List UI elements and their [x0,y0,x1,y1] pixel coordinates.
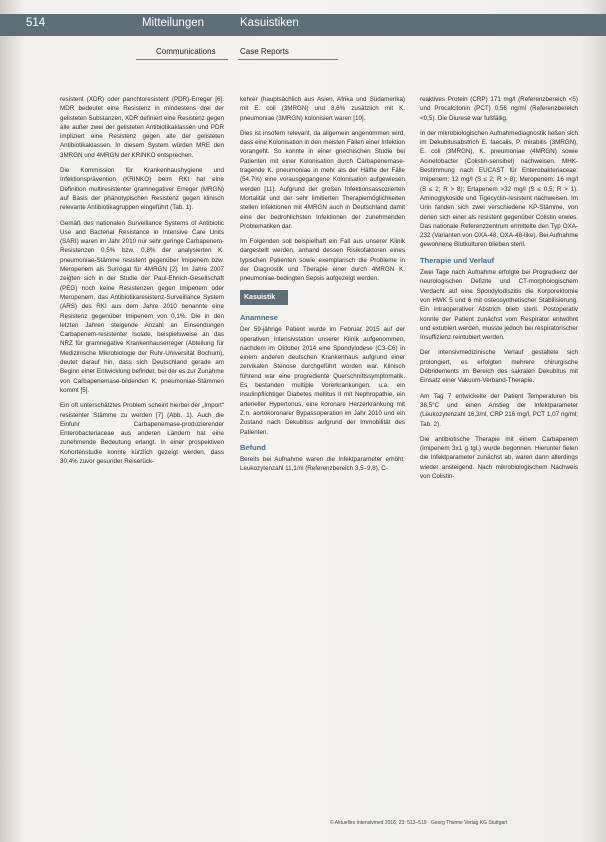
paragraph: kehrer (hauptsächlich aus Asien, Afrika und Südamerika) mit E. coli (3MRGN) und 8,6% zusätzlich mit K. pneumoniae (3MRGN) kolonisiert waren [10]. [240,96,405,122]
category-subtitle: Case Reports [240,47,289,56]
section-subtitle: Communications [156,47,216,56]
paragraph: Der intensivmedizinische Verlauf gestaltete sich prolongiert, es erfolgten mehrere chirurgische Débridements im Bereich des sakralen Dekubitus mit Einsatz einer Vakuum-Verband-Therapie. [420,349,578,385]
paragraph: Die Kommission für Krankenhaushygiene und Infektionsprävention (KRINKO) beim RKI hat eine Definition multiresistenter gramnegativer Erreger (MRGN) auf Basis der phänotypischen Resistenz gegen klinisch relevante Antibiotikagruppen eingeführt (Tab. 1). [60,167,224,212]
text-column-1 [60,95,224,800]
section-title: Mitteilungen [142,17,205,29]
paragraph: Im Folgenden soll beispielhaft ein Fall aus unserer Klinik dargestellt werden, anhand dessen Risikofaktoren eines typischen Patienten sowie exemplarisch die Probleme in der Diagnostik und Therapie einer durch 4MRGN K. pneumoniae-bedingten Sepsis aufgezeigt werden. [240,238,405,283]
paragraph: In der mikrobiologischen Aufnahmediagnostik ließen sich im Dekubitusabstrich E. faecalis, P. mirabilis (3MRGN), E. coli (3MRGN), K. pneumoniae (4MRGN) sowie Acinetobacter (Colistin-sensibel) nachweisen. MHK-Bestimmung nach EUCAST für Enterobakteriaceae: Imipenem: 12 mg/l (S ≤ 2; R > 8); Meropenem: 16 mg/l (S ≤ 2; R > 8); Ertapenem >32 mg/l (S ≤ 0,5; R > 1). Aminoglykoside und Tigecyclin-resistent nachweisen. Im Urin fanden sich zwei verschiedene KP-Stämme, von denen sich einer als resistent gegenüber Colistin erwies. Das nationale Referenzzentrum ermittelte den Typ OXA-232 (Varianten von OXA-48, OXA-48-like). Bei Aufnahme gewonnene Blutkulturen blieben steril. [420,129,578,249]
paragraph: Dies ist insofern relevant, da allgemein angenommen wird, dass eine Kolonisation in den meisten Fällen einer Infektion vorangeht. So konnte in einer griechischen Studie bei Patienten mit einer Kolonisation durch Carbapenemase-tragende K. pneumoniae in mehr als der Hälfte der Fälle (54,7%) eine vorausgegangene Kolonisation aufgewiesen werden [11]. Aufgrund der großen Infektionsassoziierten Mortalität und der sehr limitierten Therapiemöglichkeiten stellen Infektionen mit 4MRGN auch in Deutschland damit eine der bedrohlichsten Infektionen der zunehmenden Problematiken dar. [240,129,405,230]
heading-therapie: Therapie und Verlauf [420,255,495,265]
heading-anamnese: Anamnese [240,312,278,322]
paragraph: Bereits bei Aufnahme waren die Infektparameter erhöht: Leukozytenzahl 11,1/nl (Referenzbereich 3,5–9,8), C- [240,456,405,473]
paragraph: Gemäß des nationalen Surveillance Systems of Antibiotic Use and Bacterial Resistance in Intensive Care Units (SARI) waren im Jahr 2010 nur sehr geringe Carbapenem-Resistenzen 0,5% bzw. 0,8% der analysierten K. pneumoniae-Stämme resistent gegenüber Imipenem bzw. Meropenem als Surrogat für 4MRGN [2]. Im Jahre 2007 zeigten sich in der Studie der Paul-Ehrlich-Gesellschaft (PEG) noch keine Resistenzen gegen Imipenem oder Meropenem, das Antibiotikaresistenz-Surveillance System (ARS) des RKI aus dem Jahre 2010 benannte eine Resistenz gegenüber Imipenem von 0,1%. Die in den letzten Jahren steigende Anzahl an Einsendungen Carbapenem-resistenter Isolate, beispielsweise an das NRZ für gramnegative Krankenhauserreger (Abteilung für Medizinische Mikrobiologie der Ruhr-Universität Bochum), deutet darauf hin, dass sich Deutschland gerade am Beginn einer Entwicklung befindet, bei der es zur Zunahme von Carbapenemase-bildenden K. pneumoniae-Stämmen kommt [5]. [60,219,224,394]
section-banner-kasuistik: Kasuistik [240,290,288,305]
paragraph: Ein oft unterschätztes Problem scheint hierbei der „Import“ resistenter Stämme zu werden [7] (Abb. 1). Auch die Einfuhr Carbapenemase-produzierender Enterobacteriaceae aus anderen Ländern hat eine zunehmende Bedeutung erlangt. In einer prospektiven Kohortenstudie konnte kürzlich gezeigt werden, dass 30,4% zuvor gesunder Reiserück- [60,402,224,465]
paragraph: resistent (XDR) oder panchtoresistent (PDR)-Erreger [6]. MDR bedeutet eine Resistenz in mindestens drei der gelisteten Substanzen, XDR definiert eine Resistenz gegen alle außer zwei der gelisteten Antibiotikaklassen und PDR impliziert eine Resistenz gegen alle der gelisteten Antibiotikaklassen. In diesem System würden MRE den 3MRGN und 4MRGN der KRINKO entsprechen. [60,96,224,159]
text-column-2 [240,95,405,800]
paragraph: reaktives Protein (CRP) 171 mg/l (Referenzbereich <5) und Procalcitonin (PCT) 0,56 ng/ml (Referenzbereich <0,5). Die Diurese war fußfällig. [420,96,578,122]
paragraph: Am Tag 7 entwickelte der Patient Temperaturen bis 38,5°C und einen Anstieg der Infektparameter (Leukozytenzahl 16,3/nl, CRP 216 mg/l, PCT 1,07 ng/ml; Tab. 2). [420,392,578,428]
paragraph: Die antibiotische Therapie mit einem Carbapenem (Imipenem 3x1 g tgl.) wurde begonnen. Hierunter fielen die Infektparameter zunächst ab, waren dann allerdings wieder ansteigend. Nach mikrobiologischem Nachweis von Colistin- [420,435,578,480]
text-column-3 [420,95,578,800]
subheader-rule-left [136,59,228,60]
paragraph: Der 59-jährige Patient wurde im Februar 2015 auf der operativen Intensivstation unserer Klinik aufgenommen, nachdem im Oktober 2014 eine Spondylodese (C3-C6) in einem anderen deutschen Krankenhaus aufgrund einer zervikalen Stenose durchgeführt worden war. Klinisch führend war eine progrediente Querschnittssymptomatik. Es bestanden multiple Vorerkrankungen, u.a. ein insulinpflichtiger Diabetes mellitus II mit Nephropathie, ein arterieller Hypertonus, eine koronare Herzerkrankung mit Z.n. aortokoronarer Bypassoperation im Jahr 2010 und ein Zustand nach Dekubitus aufgrund der Immobilität des Patienten. [240,326,405,436]
paragraph: Zwei Tage nach Aufnahme erfolgte bei Progredienz der neurologischen Defizite und CT-morphologischem Verdacht auf eine Spondylodiszitis die Korporektomie von HWK 5 und 6 mit osteosynthetischer Stabilisierung. Ein intraoperativer Abstrich blieb steril. Postoperativ konnte der Patient zunächst vom Respirator entwöhnt und extubiert werden, musste jedoch bei respiratorischer Insuffizienz reintubiert werden. [420,269,578,342]
subheader-rule-right [238,59,338,60]
page-number: 514 [26,17,46,29]
header-bar [0,14,606,36]
category-title: Kasuistiken [240,17,299,29]
footer-citation: © Aktuelles Intensivmed 2016; 23: 513–519 · Georg Thieme Verlag KG Stuttgart [330,820,508,826]
heading-befund: Befund [240,442,266,452]
